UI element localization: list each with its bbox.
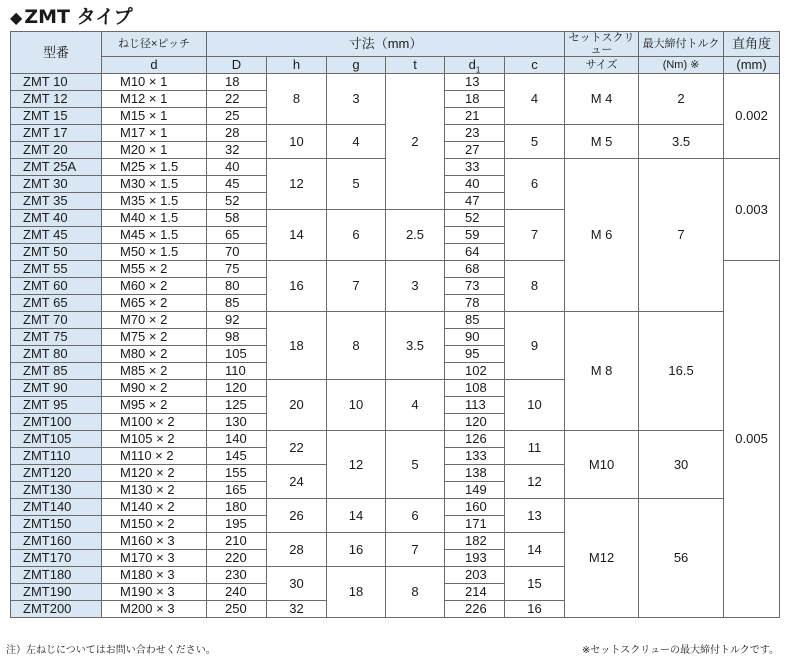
cell-model: ZMT 65 <box>11 295 102 312</box>
cell-d1: 40 <box>445 176 505 193</box>
cell-g: 6 <box>327 210 386 261</box>
cell-thread: M90 × 2 <box>102 380 207 397</box>
cell-thread: M40 × 1.5 <box>102 210 207 227</box>
cell-h: 12 <box>267 159 327 210</box>
cell-c: 7 <box>505 210 565 261</box>
cell-d1: 52 <box>445 210 505 227</box>
cell-d1: 203 <box>445 567 505 584</box>
cell-model: ZMT180 <box>11 567 102 584</box>
cell-model: ZMT 45 <box>11 227 102 244</box>
cell-D: 110 <box>207 363 267 380</box>
cell-t: 3.5 <box>386 312 445 380</box>
cell-d1: 193 <box>445 550 505 567</box>
header-t: t <box>386 57 445 74</box>
footnote-torque: ※セットスクリューの最大締付トルクです。 <box>582 645 779 656</box>
cell-g: 4 <box>327 125 386 159</box>
header-d1-text: d <box>468 57 476 72</box>
cell-d1: 138 <box>445 465 505 482</box>
cell-d1: 133 <box>445 448 505 465</box>
cell-h: 10 <box>267 125 327 159</box>
cell-thread: M20 × 1 <box>102 142 207 159</box>
header-perp-line2: (mm) <box>724 57 780 74</box>
cell-d1: 171 <box>445 516 505 533</box>
cell-torque: 7 <box>639 159 724 312</box>
cell-g: 12 <box>327 431 386 499</box>
header-D: D <box>207 57 267 74</box>
cell-thread: M170 × 3 <box>102 550 207 567</box>
cell-model: ZMT 70 <box>11 312 102 329</box>
cell-c: 12 <box>505 465 565 499</box>
cell-thread: M10 × 1 <box>102 74 207 91</box>
cell-h: 8 <box>267 74 327 125</box>
cell-D: 210 <box>207 533 267 550</box>
cell-D: 125 <box>207 397 267 414</box>
cell-d1: 182 <box>445 533 505 550</box>
cell-thread: M75 × 2 <box>102 329 207 346</box>
cell-thread: M100 × 2 <box>102 414 207 431</box>
cell-h: 32 <box>267 601 327 618</box>
cell-d1: 73 <box>445 278 505 295</box>
cell-model: ZMT 20 <box>11 142 102 159</box>
cell-torque: 30 <box>639 431 724 499</box>
cell-torque: 3.5 <box>639 125 724 159</box>
cell-c: 9 <box>505 312 565 380</box>
cell-d1: 27 <box>445 142 505 159</box>
cell-model: ZMT 25A <box>11 159 102 176</box>
cell-model: ZMT110 <box>11 448 102 465</box>
cell-set-screw: M 4 <box>565 74 639 125</box>
cell-D: 22 <box>207 91 267 108</box>
cell-h: 14 <box>267 210 327 261</box>
cell-model: ZMT160 <box>11 533 102 550</box>
cell-d1: 85 <box>445 312 505 329</box>
cell-c: 11 <box>505 431 565 465</box>
cell-D: 120 <box>207 380 267 397</box>
cell-set-screw: M12 <box>565 499 639 618</box>
cell-D: 52 <box>207 193 267 210</box>
cell-t: 4 <box>386 380 445 431</box>
header-dimensions: 寸法（mm） <box>207 32 565 57</box>
cell-c: 4 <box>505 74 565 125</box>
header-d1-subscript: 1 <box>475 65 481 74</box>
header-screw-line2: サイズ <box>565 57 639 74</box>
cell-d1: 33 <box>445 159 505 176</box>
cell-thread: M95 × 2 <box>102 397 207 414</box>
cell-thread: M25 × 1.5 <box>102 159 207 176</box>
cell-t: 7 <box>386 533 445 567</box>
header-thread-line2: d <box>102 57 207 74</box>
cell-D: 25 <box>207 108 267 125</box>
cell-model: ZMT105 <box>11 431 102 448</box>
cell-set-screw: M10 <box>565 431 639 499</box>
cell-D: 155 <box>207 465 267 482</box>
table-body <box>11 74 780 618</box>
cell-D: 180 <box>207 499 267 516</box>
header-g: g <box>327 57 386 74</box>
cell-d1: 59 <box>445 227 505 244</box>
cell-thread: M180 × 3 <box>102 567 207 584</box>
cell-c: 14 <box>505 533 565 567</box>
cell-d1: 13 <box>445 74 505 91</box>
table-row <box>11 74 780 91</box>
cell-thread: M17 × 1 <box>102 125 207 142</box>
cell-D: 230 <box>207 567 267 584</box>
cell-D: 240 <box>207 584 267 601</box>
cell-model: ZMT130 <box>11 482 102 499</box>
cell-thread: M200 × 3 <box>102 601 207 618</box>
cell-model: ZMT200 <box>11 601 102 618</box>
cell-thread: M60 × 2 <box>102 278 207 295</box>
cell-d1: 90 <box>445 329 505 346</box>
cell-d1: 23 <box>445 125 505 142</box>
cell-thread: M80 × 2 <box>102 346 207 363</box>
header-thread-line1: ねじ径×ピッチ <box>102 32 207 57</box>
cell-torque: 56 <box>639 499 724 618</box>
cell-c: 10 <box>505 380 565 431</box>
section-title-text: ZMT タイプ <box>24 6 133 28</box>
cell-thread: M105 × 2 <box>102 431 207 448</box>
cell-d1: 95 <box>445 346 505 363</box>
cell-t: 6 <box>386 499 445 533</box>
cell-model: ZMT 75 <box>11 329 102 346</box>
spec-table <box>10 31 780 618</box>
cell-d1: 113 <box>445 397 505 414</box>
cell-D: 75 <box>207 261 267 278</box>
cell-model: ZMT 30 <box>11 176 102 193</box>
cell-thread: M45 × 1.5 <box>102 227 207 244</box>
cell-t: 2.5 <box>386 210 445 261</box>
header-torque-line1: 最大締付トルク <box>639 32 724 57</box>
cell-torque: 16.5 <box>639 312 724 431</box>
cell-D: 45 <box>207 176 267 193</box>
cell-set-screw: M 6 <box>565 159 639 312</box>
table-row <box>11 312 780 329</box>
table-row <box>11 431 780 448</box>
cell-d1: 18 <box>445 91 505 108</box>
cell-thread: M120 × 2 <box>102 465 207 482</box>
cell-model: ZMT 40 <box>11 210 102 227</box>
section-title <box>10 4 133 30</box>
cell-thread: M35 × 1.5 <box>102 193 207 210</box>
header-model: 型番 <box>11 32 102 74</box>
cell-d1: 126 <box>445 431 505 448</box>
cell-d1: 102 <box>445 363 505 380</box>
cell-D: 130 <box>207 414 267 431</box>
cell-D: 28 <box>207 125 267 142</box>
cell-h: 22 <box>267 431 327 465</box>
cell-thread: M130 × 2 <box>102 482 207 499</box>
cell-g: 8 <box>327 312 386 380</box>
cell-model: ZMT100 <box>11 414 102 431</box>
cell-h: 20 <box>267 380 327 431</box>
cell-perpendicularity: 0.003 <box>724 159 780 261</box>
cell-thread: M160 × 3 <box>102 533 207 550</box>
cell-d1: 108 <box>445 380 505 397</box>
cell-D: 40 <box>207 159 267 176</box>
cell-c: 8 <box>505 261 565 312</box>
cell-d1: 21 <box>445 108 505 125</box>
cell-perpendicularity: 0.002 <box>724 74 780 159</box>
cell-model: ZMT190 <box>11 584 102 601</box>
cell-torque: 2 <box>639 74 724 125</box>
cell-thread: M150 × 2 <box>102 516 207 533</box>
cell-thread: M110 × 2 <box>102 448 207 465</box>
cell-g: 18 <box>327 567 386 618</box>
cell-c: 13 <box>505 499 565 533</box>
cell-d1: 68 <box>445 261 505 278</box>
cell-D: 58 <box>207 210 267 227</box>
cell-h: 18 <box>267 312 327 380</box>
cell-D: 92 <box>207 312 267 329</box>
cell-D: 65 <box>207 227 267 244</box>
cell-D: 220 <box>207 550 267 567</box>
header-screw-line1: セットスクリュー <box>565 32 639 57</box>
cell-thread: M50 × 1.5 <box>102 244 207 261</box>
cell-c: 6 <box>505 159 565 210</box>
cell-thread: M65 × 2 <box>102 295 207 312</box>
diamond-bullet-icon: ◆ <box>10 8 23 27</box>
cell-h: 28 <box>267 533 327 567</box>
cell-thread: M30 × 1.5 <box>102 176 207 193</box>
cell-thread: M12 × 1 <box>102 91 207 108</box>
cell-thread: M70 × 2 <box>102 312 207 329</box>
cell-h: 30 <box>267 567 327 601</box>
cell-model: ZMT 12 <box>11 91 102 108</box>
cell-model: ZMT 80 <box>11 346 102 363</box>
cell-D: 70 <box>207 244 267 261</box>
cell-thread: M15 × 1 <box>102 108 207 125</box>
cell-thread: M140 × 2 <box>102 499 207 516</box>
cell-g: 16 <box>327 533 386 567</box>
cell-model: ZMT 85 <box>11 363 102 380</box>
cell-c: 16 <box>505 601 565 618</box>
cell-t: 3 <box>386 261 445 312</box>
header-d1 <box>445 57 505 74</box>
cell-model: ZMT 17 <box>11 125 102 142</box>
cell-D: 32 <box>207 142 267 159</box>
cell-model: ZMT 50 <box>11 244 102 261</box>
cell-d1: 149 <box>445 482 505 499</box>
cell-set-screw: M 8 <box>565 312 639 431</box>
cell-h: 26 <box>267 499 327 533</box>
cell-d1: 214 <box>445 584 505 601</box>
cell-model: ZMT 15 <box>11 108 102 125</box>
cell-model: ZMT140 <box>11 499 102 516</box>
cell-D: 18 <box>207 74 267 91</box>
cell-D: 98 <box>207 329 267 346</box>
header-perp-line1: 直角度 <box>724 32 780 57</box>
cell-thread: M55 × 2 <box>102 261 207 278</box>
cell-thread: M190 × 3 <box>102 584 207 601</box>
cell-g: 5 <box>327 159 386 210</box>
cell-h: 16 <box>267 261 327 312</box>
cell-D: 195 <box>207 516 267 533</box>
cell-d1: 47 <box>445 193 505 210</box>
header-c: c <box>505 57 565 74</box>
cell-d1: 78 <box>445 295 505 312</box>
header-torque-line2: (Nm) ※ <box>639 57 724 74</box>
cell-D: 165 <box>207 482 267 499</box>
header-h: h <box>267 57 327 74</box>
cell-g: 3 <box>327 74 386 125</box>
cell-h: 24 <box>267 465 327 499</box>
cell-set-screw: M 5 <box>565 125 639 159</box>
cell-model: ZMT 35 <box>11 193 102 210</box>
cell-model: ZMT 10 <box>11 74 102 91</box>
cell-t: 5 <box>386 431 445 499</box>
cell-d1: 120 <box>445 414 505 431</box>
cell-model: ZMT 60 <box>11 278 102 295</box>
cell-thread: M85 × 2 <box>102 363 207 380</box>
table-row <box>11 499 780 516</box>
cell-perpendicularity: 0.005 <box>724 261 780 618</box>
cell-D: 85 <box>207 295 267 312</box>
cell-D: 140 <box>207 431 267 448</box>
cell-D: 105 <box>207 346 267 363</box>
footnote-left-hand-thread: 注）左ねじについてはお問い合わせください。 <box>6 645 216 656</box>
cell-D: 80 <box>207 278 267 295</box>
cell-c: 5 <box>505 125 565 159</box>
cell-g: 7 <box>327 261 386 312</box>
table-head <box>11 32 780 74</box>
cell-d1: 226 <box>445 601 505 618</box>
cell-t: 2 <box>386 74 445 210</box>
cell-model: ZMT 95 <box>11 397 102 414</box>
cell-model: ZMT120 <box>11 465 102 482</box>
cell-t: 8 <box>386 567 445 618</box>
cell-g: 10 <box>327 380 386 431</box>
cell-model: ZMT150 <box>11 516 102 533</box>
cell-model: ZMT 90 <box>11 380 102 397</box>
cell-D: 145 <box>207 448 267 465</box>
cell-model: ZMT170 <box>11 550 102 567</box>
cell-c: 15 <box>505 567 565 601</box>
cell-d1: 160 <box>445 499 505 516</box>
cell-D: 250 <box>207 601 267 618</box>
cell-g: 14 <box>327 499 386 533</box>
cell-model: ZMT 55 <box>11 261 102 278</box>
cell-d1: 64 <box>445 244 505 261</box>
